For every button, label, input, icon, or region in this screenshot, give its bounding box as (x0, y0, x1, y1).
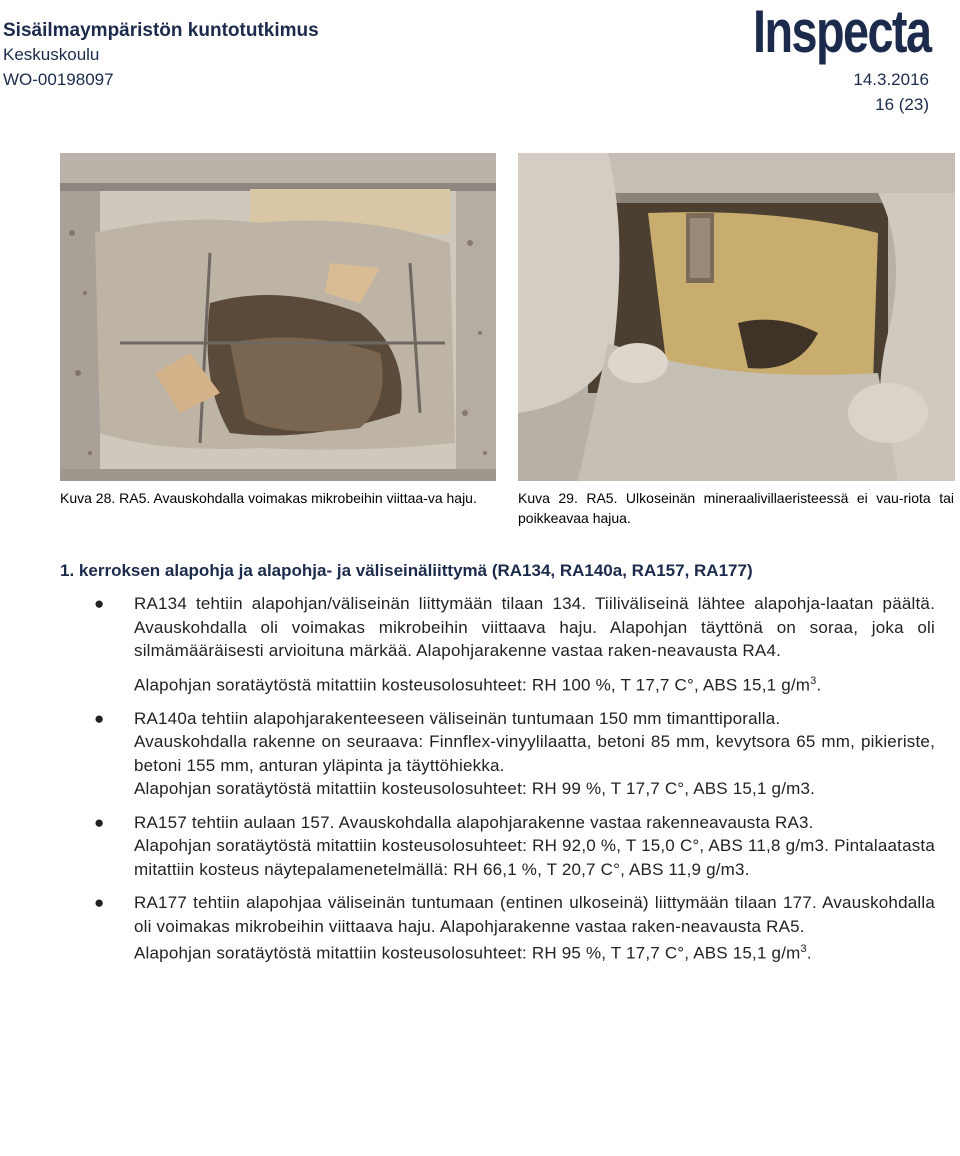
measurement-end: . (816, 675, 822, 695)
page-number: 16 (23) (875, 95, 929, 114)
item-paragraph: RA177 tehtiin alapohjaa väliseinän tuntumaan (entinen ulkoseinä) liittymään tilaan 177. Avauskohdalla oli voimakas mikrobeihin viittaava haju. Alapohjarakenne vastaa raken-neavausta RA5. (134, 893, 935, 936)
photo-wall-insulation (518, 153, 955, 481)
item-measurement (134, 670, 935, 697)
bullet-icon: ● (94, 708, 105, 728)
list-item (92, 592, 935, 697)
work-order-number: WO-00198097 (3, 70, 114, 89)
measurement-end: . (806, 943, 812, 963)
list-item (92, 891, 935, 965)
inspecta-logo: Inspecta (752, 0, 930, 65)
unit-superscript: 3 (810, 674, 817, 687)
document-title: Sisäilmaympäristön kuntotutkimus (3, 20, 319, 41)
photo-caption: Kuva 29. RA5. Ulkoseinän mineraalivillaeristeessä ei vau-riota tai poikkeavaa hajua. (518, 490, 954, 526)
list-item (92, 707, 935, 801)
list-item (92, 811, 935, 882)
findings-list (92, 592, 935, 975)
measurement-text: Alapohjan soratäytöstä mitattiin kosteusolosuhteet: RH 95 %, T 17,7 C°, ABS 15,1 g/m (134, 943, 801, 963)
bullet-icon: ● (94, 812, 105, 832)
section-number: 1. (60, 561, 75, 580)
section-heading (60, 561, 753, 581)
item-measurement: Alapohjan soratäytöstä mitattiin kosteusolosuhteet: RH 99 %, T 17,7 C°, ABS 15,1 g/m3. (134, 779, 816, 799)
bullet-icon: ● (94, 594, 105, 613)
photo-caption: Kuva 28. RA5. Avauskohdalla voimakas mikrobeihin viittaa-va haju. (60, 490, 477, 506)
measurement-text: Alapohjan soratäytöstä mitattiin kosteusolosuhteet: RH 100 %, T 17,7 C°, ABS 15,1 g/m (134, 675, 811, 695)
document-date: 14.3.2016 (853, 70, 929, 89)
item-paragraph: RA157 tehtiin aulaan 157. Avauskohdalla alapohjarakenne vastaa rakenneavausta RA3. (134, 812, 814, 832)
school-name: Keskuskoulu (3, 45, 100, 64)
item-paragraph: RA140a tehtiin alapohjarakenteeseen väliseinän tuntumaan 150 mm timanttiporalla. (134, 708, 781, 728)
item-paragraph: Avauskohdalla rakenne on seuraava: Finnflex-vinyylilaatta, betoni 85 mm, kevytsora 65 mm, pikieriste, betoni 155 mm, anturan yläpinta ja täyttöhiekka. (134, 732, 935, 775)
bullet-icon: ● (94, 893, 105, 913)
unit-superscript: 3 (800, 943, 807, 956)
section-title: kerroksen alapohja ja alapohja- ja väliseinäliittymä (RA134, RA140a, RA157, RA177) (78, 561, 753, 580)
photo-floor-opening (60, 153, 496, 481)
item-measurement (134, 938, 935, 965)
item-measurement: Alapohjan soratäytöstä mitattiin kosteusolosuhteet: RH 92,0 %, T 15,0 C°, ABS 11,8 g/m3. Pintalaatasta mitattiin kosteus näytepalamenetelmällä: RH 66,1 %, T 20,7 C°, ABS 11,9 g/m3. (134, 836, 935, 879)
item-paragraph: RA134 tehtiin alapohjan/väliseinän liittymään tilaan 134. Tiiliväliseinä lähtee alapohja-laatan päältä. Avauskohdalla oli voimakas mikrobeihin viittaava haju. Alapohjan täyttönä on soraa, joka oli silmämääräisesti arvioituna märkää. Alapohjarakenne vastaa raken-neavausta RA4. (134, 594, 935, 660)
